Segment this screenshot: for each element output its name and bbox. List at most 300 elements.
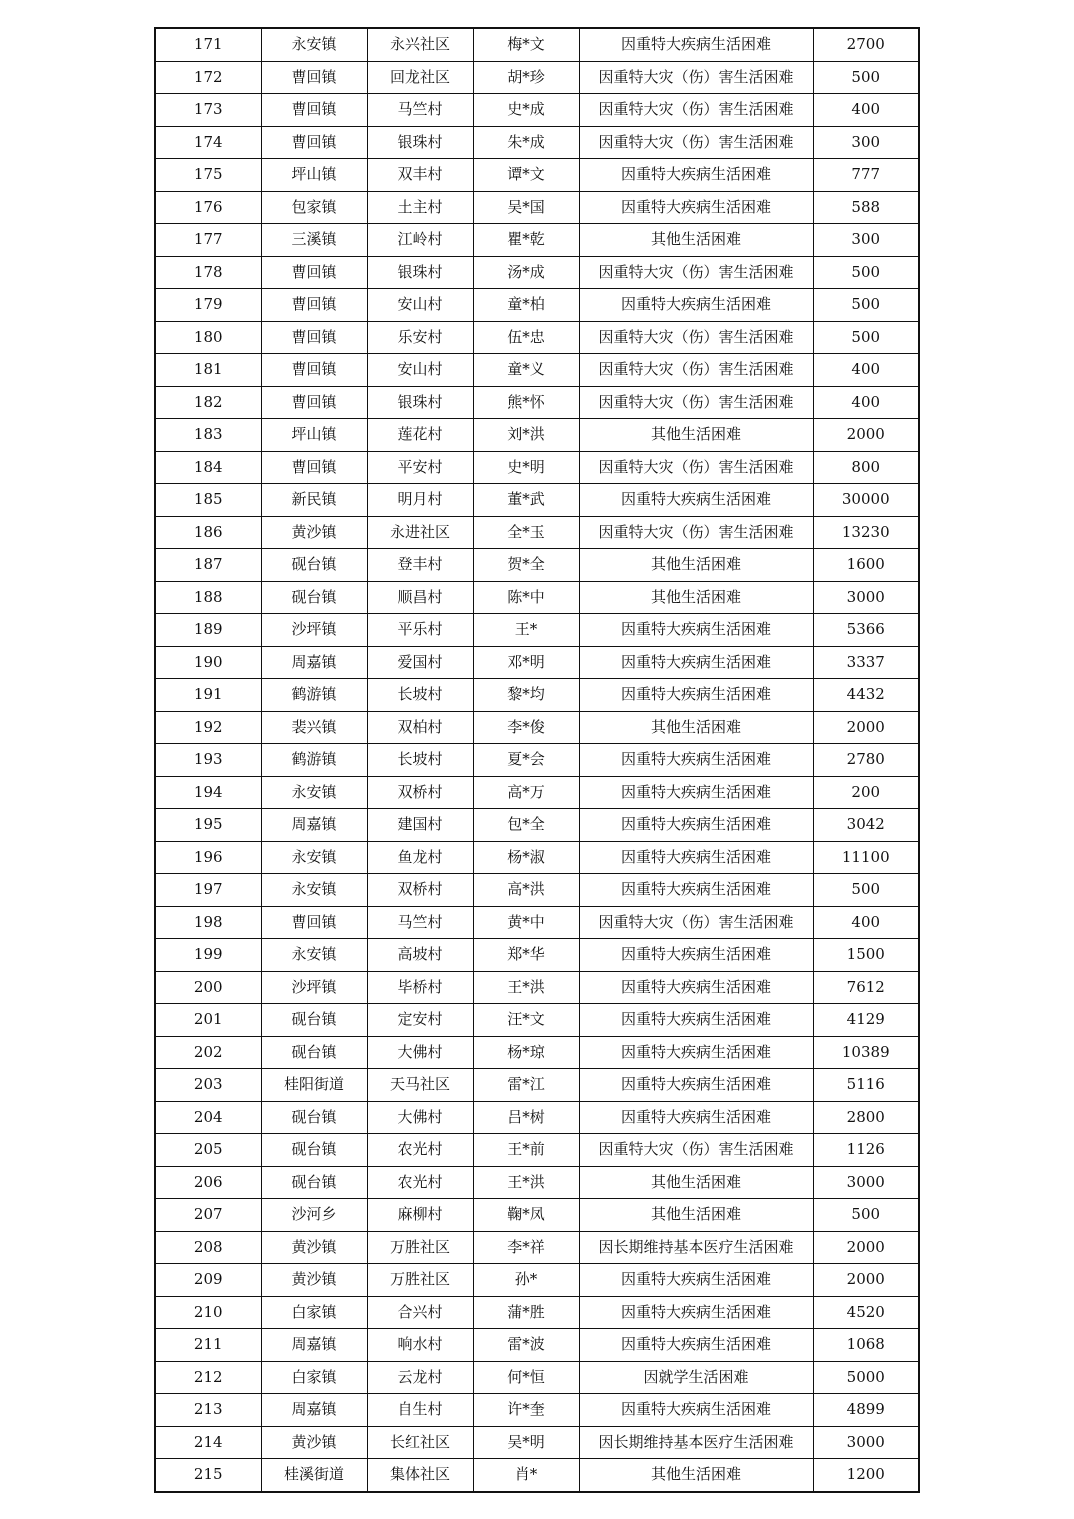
cell-village: 乐安村 (367, 321, 473, 354)
cell-name: 熊*怀 (473, 386, 579, 419)
cell-name: 许*奎 (473, 1394, 579, 1427)
table-row (155, 191, 919, 224)
table-row (155, 1101, 919, 1134)
cell-amount: 1600 (813, 549, 919, 582)
table-row (155, 354, 919, 387)
cell-amount: 500 (813, 874, 919, 907)
cell-reason: 因重特大灾（伤）害生活困难 (579, 321, 813, 354)
cell-town: 曹回镇 (261, 321, 367, 354)
cell-village: 大佛村 (367, 1036, 473, 1069)
cell-name: 夏*会 (473, 744, 579, 777)
table-row (155, 28, 919, 61)
cell-name: 雷*江 (473, 1069, 579, 1102)
cell-village: 农光村 (367, 1166, 473, 1199)
cell-reason: 因重特大灾（伤）害生活困难 (579, 61, 813, 94)
cell-name: 谭*文 (473, 159, 579, 192)
cell-number: 199 (155, 939, 261, 972)
cell-town: 砚台镇 (261, 581, 367, 614)
table-row (155, 711, 919, 744)
cell-name: 王* (473, 614, 579, 647)
cell-village: 定安村 (367, 1004, 473, 1037)
cell-name: 李*祥 (473, 1231, 579, 1264)
cell-village: 万胜社区 (367, 1264, 473, 1297)
cell-town: 永安镇 (261, 776, 367, 809)
cell-amount: 5366 (813, 614, 919, 647)
cell-amount: 200 (813, 776, 919, 809)
cell-reason: 因重特大灾（伤）害生活困难 (579, 516, 813, 549)
cell-name: 胡*珍 (473, 61, 579, 94)
cell-town: 白家镇 (261, 1361, 367, 1394)
cell-village: 万胜社区 (367, 1231, 473, 1264)
cell-reason: 因重特大疾病生活困难 (579, 159, 813, 192)
cell-village: 银珠村 (367, 386, 473, 419)
cell-reason: 因重特大疾病生活困难 (579, 191, 813, 224)
cell-town: 坪山镇 (261, 159, 367, 192)
cell-town: 曹回镇 (261, 256, 367, 289)
cell-reason: 因重特大疾病生活困难 (579, 1329, 813, 1362)
table-row (155, 94, 919, 127)
cell-town: 永安镇 (261, 841, 367, 874)
table-row (155, 419, 919, 452)
table-row (155, 1361, 919, 1394)
cell-number: 214 (155, 1426, 261, 1459)
cell-amount: 1500 (813, 939, 919, 972)
cell-amount: 500 (813, 61, 919, 94)
cell-amount: 10389 (813, 1036, 919, 1069)
table-row (155, 1296, 919, 1329)
cell-amount: 3000 (813, 581, 919, 614)
cell-amount: 2000 (813, 1264, 919, 1297)
cell-reason: 因重特大疾病生活困难 (579, 679, 813, 712)
cell-amount: 4432 (813, 679, 919, 712)
cell-town: 砚台镇 (261, 549, 367, 582)
cell-reason: 因重特大疾病生活困难 (579, 971, 813, 1004)
cell-number: 205 (155, 1134, 261, 1167)
cell-town: 曹回镇 (261, 906, 367, 939)
cell-amount: 2000 (813, 1231, 919, 1264)
cell-town: 永安镇 (261, 874, 367, 907)
cell-village: 顺昌村 (367, 581, 473, 614)
cell-reason: 因重特大灾（伤）害生活困难 (579, 386, 813, 419)
cell-reason: 其他生活困难 (579, 1459, 813, 1492)
cell-amount: 777 (813, 159, 919, 192)
cell-number: 194 (155, 776, 261, 809)
cell-name: 童*义 (473, 354, 579, 387)
cell-number: 193 (155, 744, 261, 777)
table-body (155, 28, 919, 1492)
cell-name: 汪*文 (473, 1004, 579, 1037)
cell-village: 自生村 (367, 1394, 473, 1427)
cell-number: 191 (155, 679, 261, 712)
cell-number: 215 (155, 1459, 261, 1492)
cell-town: 三溪镇 (261, 224, 367, 257)
cell-name: 蒲*胜 (473, 1296, 579, 1329)
cell-name: 邓*明 (473, 646, 579, 679)
cell-amount: 13230 (813, 516, 919, 549)
cell-village: 双丰村 (367, 159, 473, 192)
table-row (155, 484, 919, 517)
cell-name: 梅*文 (473, 28, 579, 61)
cell-amount: 400 (813, 906, 919, 939)
cell-number: 212 (155, 1361, 261, 1394)
table-row (155, 841, 919, 874)
table-row (155, 289, 919, 322)
assistance-table (154, 27, 920, 1493)
cell-village: 大佛村 (367, 1101, 473, 1134)
cell-village: 高坡村 (367, 939, 473, 972)
cell-town: 砚台镇 (261, 1004, 367, 1037)
cell-reason: 因重特大疾病生活困难 (579, 1394, 813, 1427)
cell-number: 197 (155, 874, 261, 907)
cell-amount: 4129 (813, 1004, 919, 1037)
cell-village: 平乐村 (367, 614, 473, 647)
cell-reason: 因重特大疾病生活困难 (579, 744, 813, 777)
cell-number: 192 (155, 711, 261, 744)
cell-village: 响水村 (367, 1329, 473, 1362)
cell-reason: 因重特大灾（伤）害生活困难 (579, 126, 813, 159)
cell-reason: 因重特大疾病生活困难 (579, 939, 813, 972)
table-row (155, 1231, 919, 1264)
cell-number: 189 (155, 614, 261, 647)
cell-village: 江岭村 (367, 224, 473, 257)
cell-name: 朱*成 (473, 126, 579, 159)
cell-village: 双桥村 (367, 776, 473, 809)
cell-number: 211 (155, 1329, 261, 1362)
cell-town: 砚台镇 (261, 1036, 367, 1069)
cell-reason: 其他生活困难 (579, 711, 813, 744)
cell-amount: 3042 (813, 809, 919, 842)
cell-reason: 因重特大灾（伤）害生活困难 (579, 354, 813, 387)
cell-number: 178 (155, 256, 261, 289)
cell-name: 杨*琼 (473, 1036, 579, 1069)
cell-name: 雷*波 (473, 1329, 579, 1362)
cell-number: 186 (155, 516, 261, 549)
cell-town: 黄沙镇 (261, 516, 367, 549)
cell-reason: 因重特大疾病生活困难 (579, 776, 813, 809)
cell-town: 曹回镇 (261, 126, 367, 159)
cell-town: 坪山镇 (261, 419, 367, 452)
cell-name: 何*恒 (473, 1361, 579, 1394)
cell-town: 新民镇 (261, 484, 367, 517)
cell-number: 171 (155, 28, 261, 61)
cell-name: 包*全 (473, 809, 579, 842)
table-row (155, 224, 919, 257)
cell-town: 桂溪街道 (261, 1459, 367, 1492)
cell-number: 202 (155, 1036, 261, 1069)
cell-village: 长红社区 (367, 1426, 473, 1459)
table-row (155, 776, 919, 809)
cell-village: 明月村 (367, 484, 473, 517)
cell-amount: 400 (813, 386, 919, 419)
cell-reason: 因重特大疾病生活困难 (579, 841, 813, 874)
cell-village: 回龙社区 (367, 61, 473, 94)
cell-number: 203 (155, 1069, 261, 1102)
cell-town: 沙坪镇 (261, 971, 367, 1004)
cell-reason: 因重特大疾病生活困难 (579, 1296, 813, 1329)
cell-town: 曹回镇 (261, 451, 367, 484)
table-row (155, 1199, 919, 1232)
cell-village: 农光村 (367, 1134, 473, 1167)
cell-number: 206 (155, 1166, 261, 1199)
table-row (155, 1426, 919, 1459)
cell-reason: 其他生活困难 (579, 1199, 813, 1232)
cell-number: 201 (155, 1004, 261, 1037)
cell-name: 孙* (473, 1264, 579, 1297)
cell-reason: 其他生活困难 (579, 549, 813, 582)
cell-town: 黄沙镇 (261, 1264, 367, 1297)
cell-number: 175 (155, 159, 261, 192)
cell-name: 吕*树 (473, 1101, 579, 1134)
cell-name: 肖* (473, 1459, 579, 1492)
cell-amount: 800 (813, 451, 919, 484)
cell-reason: 因重特大灾（伤）害生活困难 (579, 256, 813, 289)
cell-village: 登丰村 (367, 549, 473, 582)
cell-number: 184 (155, 451, 261, 484)
cell-amount: 3000 (813, 1166, 919, 1199)
cell-village: 云龙村 (367, 1361, 473, 1394)
cell-name: 王*洪 (473, 1166, 579, 1199)
cell-number: 198 (155, 906, 261, 939)
cell-reason: 因重特大疾病生活困难 (579, 614, 813, 647)
cell-village: 建国村 (367, 809, 473, 842)
table-row (155, 614, 919, 647)
table-row (155, 159, 919, 192)
cell-town: 曹回镇 (261, 61, 367, 94)
cell-amount: 2000 (813, 711, 919, 744)
cell-village: 马竺村 (367, 906, 473, 939)
cell-number: 187 (155, 549, 261, 582)
table-row (155, 451, 919, 484)
table-row (155, 1036, 919, 1069)
cell-town: 曹回镇 (261, 354, 367, 387)
cell-town: 桂阳街道 (261, 1069, 367, 1102)
table-row (155, 646, 919, 679)
cell-village: 银珠村 (367, 256, 473, 289)
cell-town: 曹回镇 (261, 289, 367, 322)
cell-number: 177 (155, 224, 261, 257)
cell-town: 裴兴镇 (261, 711, 367, 744)
cell-number: 183 (155, 419, 261, 452)
cell-village: 长坡村 (367, 679, 473, 712)
cell-village: 永兴社区 (367, 28, 473, 61)
cell-amount: 500 (813, 321, 919, 354)
cell-amount: 4899 (813, 1394, 919, 1427)
cell-village: 双柏村 (367, 711, 473, 744)
cell-number: 176 (155, 191, 261, 224)
table-row (155, 1004, 919, 1037)
cell-town: 白家镇 (261, 1296, 367, 1329)
cell-reason: 因重特大疾病生活困难 (579, 1004, 813, 1037)
cell-name: 贺*全 (473, 549, 579, 582)
cell-number: 210 (155, 1296, 261, 1329)
table-row (155, 971, 919, 1004)
table-row (155, 581, 919, 614)
cell-amount: 7612 (813, 971, 919, 1004)
cell-reason: 其他生活困难 (579, 1166, 813, 1199)
cell-amount: 5116 (813, 1069, 919, 1102)
cell-amount: 2700 (813, 28, 919, 61)
cell-number: 179 (155, 289, 261, 322)
cell-village: 莲花村 (367, 419, 473, 452)
table-row (155, 549, 919, 582)
cell-village: 毕桥村 (367, 971, 473, 1004)
cell-reason: 因重特大疾病生活困难 (579, 874, 813, 907)
cell-name: 李*俊 (473, 711, 579, 744)
cell-town: 周嘉镇 (261, 1394, 367, 1427)
cell-reason: 因重特大疾病生活困难 (579, 1101, 813, 1134)
cell-village: 马竺村 (367, 94, 473, 127)
cell-town: 周嘉镇 (261, 809, 367, 842)
cell-number: 182 (155, 386, 261, 419)
cell-reason: 其他生活困难 (579, 581, 813, 614)
cell-number: 181 (155, 354, 261, 387)
cell-reason: 因重特大疾病生活困难 (579, 646, 813, 679)
cell-town: 砚台镇 (261, 1101, 367, 1134)
cell-amount: 1200 (813, 1459, 919, 1492)
cell-amount: 400 (813, 94, 919, 127)
cell-number: 204 (155, 1101, 261, 1134)
cell-name: 全*玉 (473, 516, 579, 549)
cell-town: 永安镇 (261, 939, 367, 972)
cell-reason: 因重特大疾病生活困难 (579, 1264, 813, 1297)
cell-name: 高*洪 (473, 874, 579, 907)
cell-name: 王*洪 (473, 971, 579, 1004)
cell-amount: 30000 (813, 484, 919, 517)
cell-town: 沙坪镇 (261, 614, 367, 647)
cell-number: 172 (155, 61, 261, 94)
cell-village: 长坡村 (367, 744, 473, 777)
cell-amount: 500 (813, 1199, 919, 1232)
cell-name: 童*柏 (473, 289, 579, 322)
cell-reason: 因重特大灾（伤）害生活困难 (579, 906, 813, 939)
cell-reason: 因重特大疾病生活困难 (579, 1036, 813, 1069)
cell-reason: 因就学生活困难 (579, 1361, 813, 1394)
cell-amount: 500 (813, 289, 919, 322)
cell-reason: 其他生活困难 (579, 419, 813, 452)
cell-reason: 因重特大疾病生活困难 (579, 1069, 813, 1102)
cell-town: 砚台镇 (261, 1134, 367, 1167)
cell-number: 200 (155, 971, 261, 1004)
table-row (155, 1069, 919, 1102)
cell-town: 周嘉镇 (261, 646, 367, 679)
cell-town: 沙河乡 (261, 1199, 367, 1232)
cell-reason: 因重特大灾（伤）害生活困难 (579, 1134, 813, 1167)
cell-village: 集体社区 (367, 1459, 473, 1492)
cell-reason: 因重特大灾（伤）害生活困难 (579, 451, 813, 484)
cell-town: 砚台镇 (261, 1166, 367, 1199)
table-row (155, 1394, 919, 1427)
cell-amount: 3000 (813, 1426, 919, 1459)
cell-amount: 1126 (813, 1134, 919, 1167)
table-row (155, 386, 919, 419)
cell-town: 鹤游镇 (261, 744, 367, 777)
cell-name: 吴*明 (473, 1426, 579, 1459)
table-row (155, 679, 919, 712)
cell-number: 174 (155, 126, 261, 159)
cell-town: 黄沙镇 (261, 1231, 367, 1264)
cell-amount: 1068 (813, 1329, 919, 1362)
cell-number: 208 (155, 1231, 261, 1264)
cell-name: 刘*洪 (473, 419, 579, 452)
cell-town: 曹回镇 (261, 386, 367, 419)
cell-name: 吴*国 (473, 191, 579, 224)
table-row (155, 874, 919, 907)
cell-village: 天马社区 (367, 1069, 473, 1102)
cell-town: 周嘉镇 (261, 1329, 367, 1362)
cell-number: 209 (155, 1264, 261, 1297)
cell-reason: 因重特大疾病生活困难 (579, 809, 813, 842)
table-row (155, 1264, 919, 1297)
cell-town: 黄沙镇 (261, 1426, 367, 1459)
cell-amount: 300 (813, 126, 919, 159)
cell-number: 207 (155, 1199, 261, 1232)
table-row (155, 61, 919, 94)
cell-village: 双桥村 (367, 874, 473, 907)
table-row (155, 516, 919, 549)
cell-town: 包家镇 (261, 191, 367, 224)
cell-village: 麻柳村 (367, 1199, 473, 1232)
cell-name: 瞿*乾 (473, 224, 579, 257)
cell-reason: 其他生活困难 (579, 224, 813, 257)
cell-reason: 因长期维持基本医疗生活困难 (579, 1426, 813, 1459)
cell-village: 永进社区 (367, 516, 473, 549)
cell-village: 平安村 (367, 451, 473, 484)
table-row (155, 126, 919, 159)
cell-reason: 因重特大灾（伤）害生活困难 (579, 94, 813, 127)
cell-village: 爱国村 (367, 646, 473, 679)
cell-amount: 2780 (813, 744, 919, 777)
cell-amount: 300 (813, 224, 919, 257)
cell-village: 安山村 (367, 289, 473, 322)
cell-amount: 588 (813, 191, 919, 224)
cell-village: 合兴村 (367, 1296, 473, 1329)
cell-amount: 2800 (813, 1101, 919, 1134)
cell-village: 安山村 (367, 354, 473, 387)
cell-name: 杨*淑 (473, 841, 579, 874)
cell-name: 高*万 (473, 776, 579, 809)
table-row (155, 809, 919, 842)
cell-number: 190 (155, 646, 261, 679)
table-row (155, 321, 919, 354)
cell-amount: 2000 (813, 419, 919, 452)
table-row (155, 939, 919, 972)
table-row (155, 1166, 919, 1199)
cell-name: 陈*中 (473, 581, 579, 614)
table-row (155, 906, 919, 939)
cell-village: 鱼龙村 (367, 841, 473, 874)
cell-name: 伍*忠 (473, 321, 579, 354)
cell-reason: 因重特大疾病生活困难 (579, 484, 813, 517)
table-row (155, 1329, 919, 1362)
cell-amount: 4520 (813, 1296, 919, 1329)
cell-name: 董*武 (473, 484, 579, 517)
cell-number: 195 (155, 809, 261, 842)
table-row (155, 256, 919, 289)
cell-reason: 因长期维持基本医疗生活困难 (579, 1231, 813, 1264)
cell-number: 213 (155, 1394, 261, 1427)
cell-number: 196 (155, 841, 261, 874)
cell-name: 鞠*凤 (473, 1199, 579, 1232)
cell-town: 曹回镇 (261, 94, 367, 127)
cell-name: 郑*华 (473, 939, 579, 972)
table-row (155, 1134, 919, 1167)
cell-village: 银珠村 (367, 126, 473, 159)
cell-reason: 因重特大疾病生活困难 (579, 28, 813, 61)
cell-amount: 11100 (813, 841, 919, 874)
cell-number: 173 (155, 94, 261, 127)
cell-town: 永安镇 (261, 28, 367, 61)
cell-number: 180 (155, 321, 261, 354)
